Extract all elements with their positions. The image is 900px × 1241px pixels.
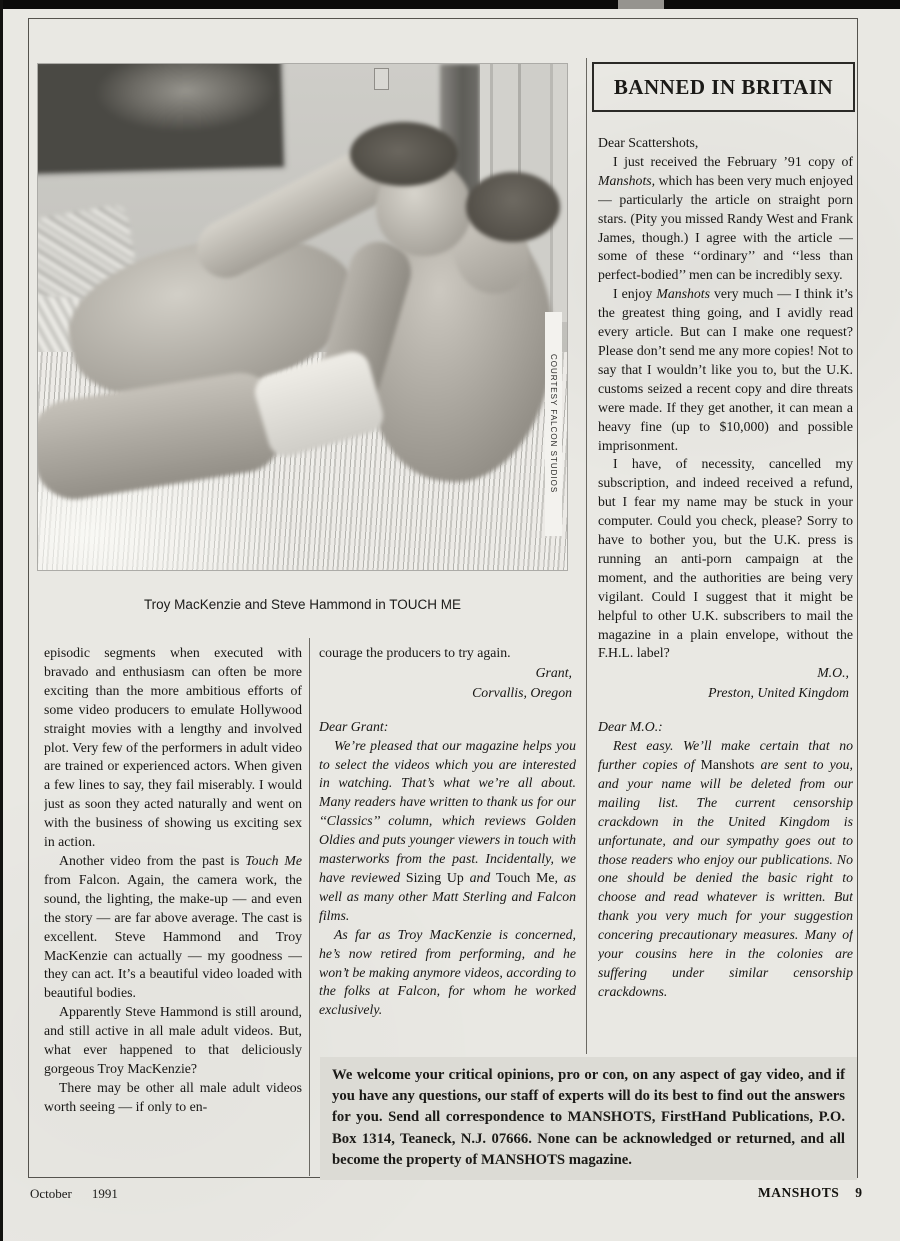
scan-edge-top (0, 0, 900, 9)
banner-title: BANNED IN BRITAIN (613, 74, 834, 99)
article-column-left (44, 644, 302, 1178)
letter-signature-place: Preston, United Kingdom (708, 685, 849, 701)
letter-signature-place: Corvallis, Oregon (472, 684, 572, 700)
article-paragraph: Apparently Steve Hammond is still around, and still active in all male adult videos. But, what ever happened to that deliciously gorgeous Troy MacKenzie? (44, 1004, 302, 1076)
footer-magazine-name: MANSHOTS (757, 1185, 840, 1200)
reply-paragraph: We’re pleased that our magazine helps you to select the videos which you are interested in watching. That’s what we’re all about. Many readers have written to thank us for our ‘‘Classics’’ column, which reviews Golden Oldies and puts younger viewers in touch with masterworks from the past. Incidentally, we have reviewed Sizing Up and Touch Me, as well as many other Matt Sterling and Falcon films. (319, 737, 576, 923)
letter-paragraph: I enjoy Manshots very much — I think it’s the greatest thing going, and I avidly read every article. But can I make one request? Please don’t send me any more copies! Not to say that I wouldn’t like you to, but the U.K. customs seized a recent copy and dire threats were made. If they get another, it can mean a heavy fine (up to $10,000) and possible imprisonment. (598, 286, 853, 453)
wall-painting (38, 64, 284, 173)
light-switch (374, 68, 389, 90)
photo-caption: Troy MacKenzie and Steve Hammond in TOUCH ME (143, 597, 462, 612)
article-paragraph: episodic segments when executed with bravado and enthusiasm can often be more exciting than the more ambitious efforts of some video producers to emulate Hollywood straight movies with a lengthy and involved plot. Very few of the performers in adult video are trained or experienced actors. When given a few lines to say, they fail miserably. I would just as soon they acted naturally and went on with the business of showing us exciting sex in action. (44, 645, 302, 850)
footer-page-number: 9 (855, 1185, 862, 1200)
footer-folio (758, 1185, 862, 1201)
footer-month: October (30, 1186, 72, 1201)
letter-signature-name: Grant, (535, 664, 572, 680)
correspondence-notice-box: We welcome your critical opinions, pro or con, on any aspect of gay video, and if you have any questions, our staff of experts will do its best to find out the answers for you. Send all correspondence to MANSHOTS, FirstHand Publications, P.O. Box 1314, Teaneck, N.J. 07666. None can be acknowledged or returned, and all become the property of MANSHOTS magazine. (320, 1057, 857, 1180)
scan-edge-top-gap (618, 0, 664, 9)
footer-date (30, 1186, 118, 1202)
letters-column (598, 134, 853, 1056)
banner-box (592, 62, 855, 112)
letter-paragraph: I just received the February ’91 copy of Manshots, which has been very much enjoyed — particularly the article on straight porn stars. (Pity you missed Randy West and Frank James, though.) I agree with the article — some of these ‘‘ordinary’’ and ‘‘less than perfect-bodied’’ men can be incredibly sexy. (598, 153, 853, 283)
photo-credit-strip (545, 312, 562, 536)
article-paragraph: Another video from the past is Touch Me from Falcon. Again, the camera work, the sound, the lighting, the make-up — and even the story — are far above average. The cast is excellent. Steve Hammond and Troy MacKenzie can actually — my goodness — they can act. It’s a beautiful video loaded with beautiful bodies. (44, 852, 302, 1001)
article-column-middle (319, 644, 576, 1052)
column-rule-right (586, 58, 587, 1054)
letter-salutation: Dear Scattershots, (598, 135, 699, 150)
figure-hair (466, 172, 560, 242)
photo-credit-text: COURTESY FALCON STUDIOS (549, 354, 558, 494)
reply-salutation: Dear M.O.: (598, 719, 663, 735)
letter-signature-name: M.O., (817, 665, 849, 681)
article-paragraph: There may be other all male adult videos worth seeing — if only to en- (44, 1079, 302, 1114)
photo-touch-me (38, 64, 567, 570)
scan-edge-left (0, 0, 3, 1241)
letter-paragraph: I have, of necessity, cancelled my subscription, and indeed received a refund, but I fear my name may be stuck in your computer. Could you check, please? Sorry to have to bother you, but the U.K. press is running an anti-porn campaign at the moment, and the authorities are being very vigilant. Could I suggest that it might be helpful to other U.K. subscribers to mail the magazine in a plain envelope, without the F.H.L. label? (598, 456, 853, 661)
reply-paragraph: Rest easy. We’ll make certain that no further copies of Manshots are sent to you, and your name will be deleted from our mailing list. The current censorship crackdown in the United Kingdom is unfortunate, and our sympathy goes out to those readers who enjoy our publications. No one should be denied the basic right to choose and read whatever is written. But thank you very much for your suggestion concering precautionary measures. Many of your cousins here in the colonies are suffering under similar censorship crackdowns. (598, 738, 853, 999)
reply-paragraph: As far as Troy MacKenzie is concerned, he’s now retired from performing, and he won’t be making anymore videos, according to the folks at Falcon, for whom he worked exclusively. (319, 926, 576, 1018)
article-paragraph: courage the producers to try again. (319, 645, 511, 660)
column-rule-left (309, 638, 310, 1176)
footer-year: 1991 (91, 1186, 118, 1201)
figure-hair (350, 122, 458, 186)
reply-salutation: Dear Grant: (319, 718, 389, 734)
